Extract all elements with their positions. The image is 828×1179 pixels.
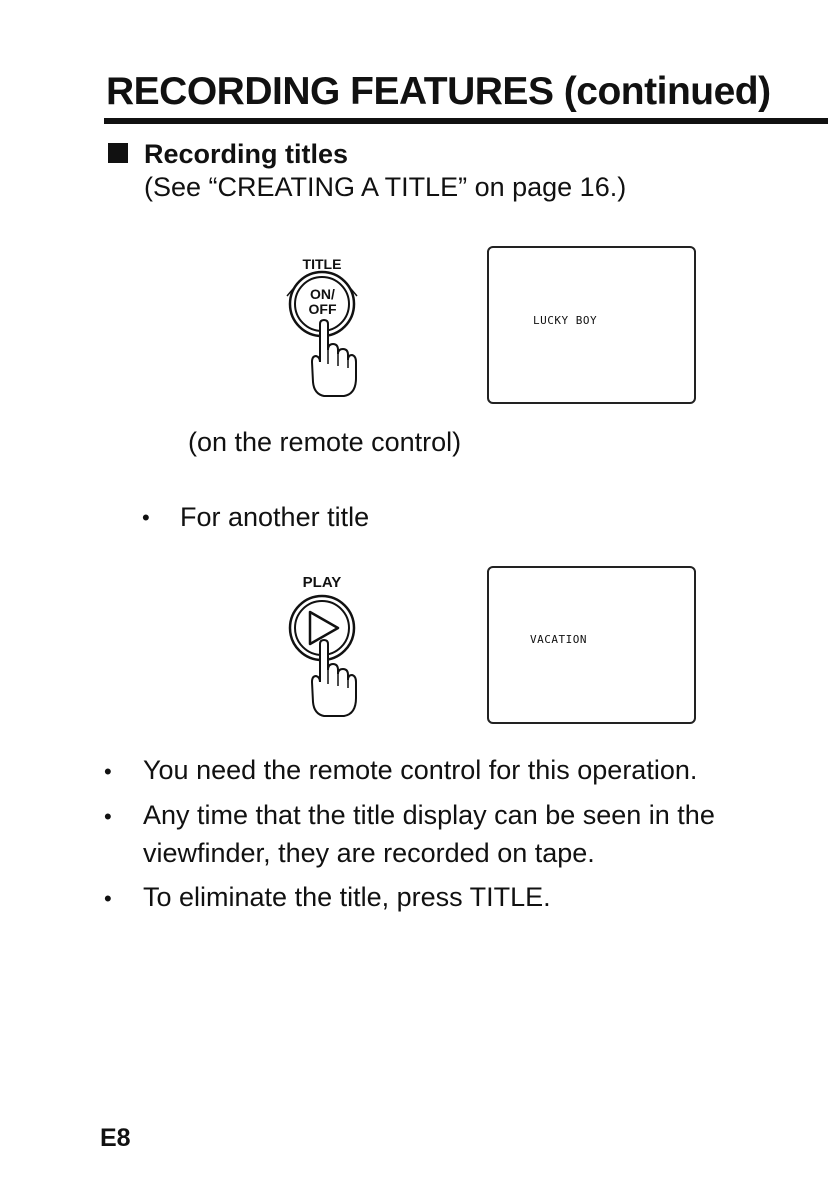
play-button-caption: PLAY: [302, 574, 342, 591]
title-button-caption: TITLE: [302, 256, 342, 272]
button-label-off: OFF: [308, 301, 337, 317]
note-bullet: •: [104, 759, 112, 784]
viewfinder-screen-2: [487, 566, 696, 724]
note-bullet: •: [104, 886, 112, 911]
title-rule: [104, 118, 828, 124]
another-title-text: For another title: [180, 502, 370, 532]
pointing-hand-icon: [300, 640, 370, 720]
page-number: E8: [100, 1124, 131, 1152]
pointing-hand-icon: [300, 320, 370, 400]
section-heading: Recording titles: [144, 139, 349, 169]
button-label-on: ON/: [310, 286, 335, 302]
note-line: You need the remote control for this operation.: [143, 755, 698, 785]
figure-caption: (on the remote control): [188, 427, 462, 457]
note-line: Any time that the title display can be seen in the: [143, 800, 715, 830]
bullet-marker: •: [142, 505, 150, 530]
note-line: viewfinder, they are recorded on tape.: [143, 838, 595, 868]
screen-title-text-2: VACATION: [530, 633, 587, 646]
screen-title-text-1: LUCKY BOY: [533, 314, 598, 327]
black-square-icon: [108, 143, 128, 163]
note-line: To eliminate the title, press TITLE.: [143, 882, 551, 912]
note-bullet: •: [104, 804, 112, 829]
page-title: RECORDING FEATURES (continued): [106, 70, 771, 113]
section-reference: (See “CREATING A TITLE” on page 16.): [144, 172, 627, 202]
